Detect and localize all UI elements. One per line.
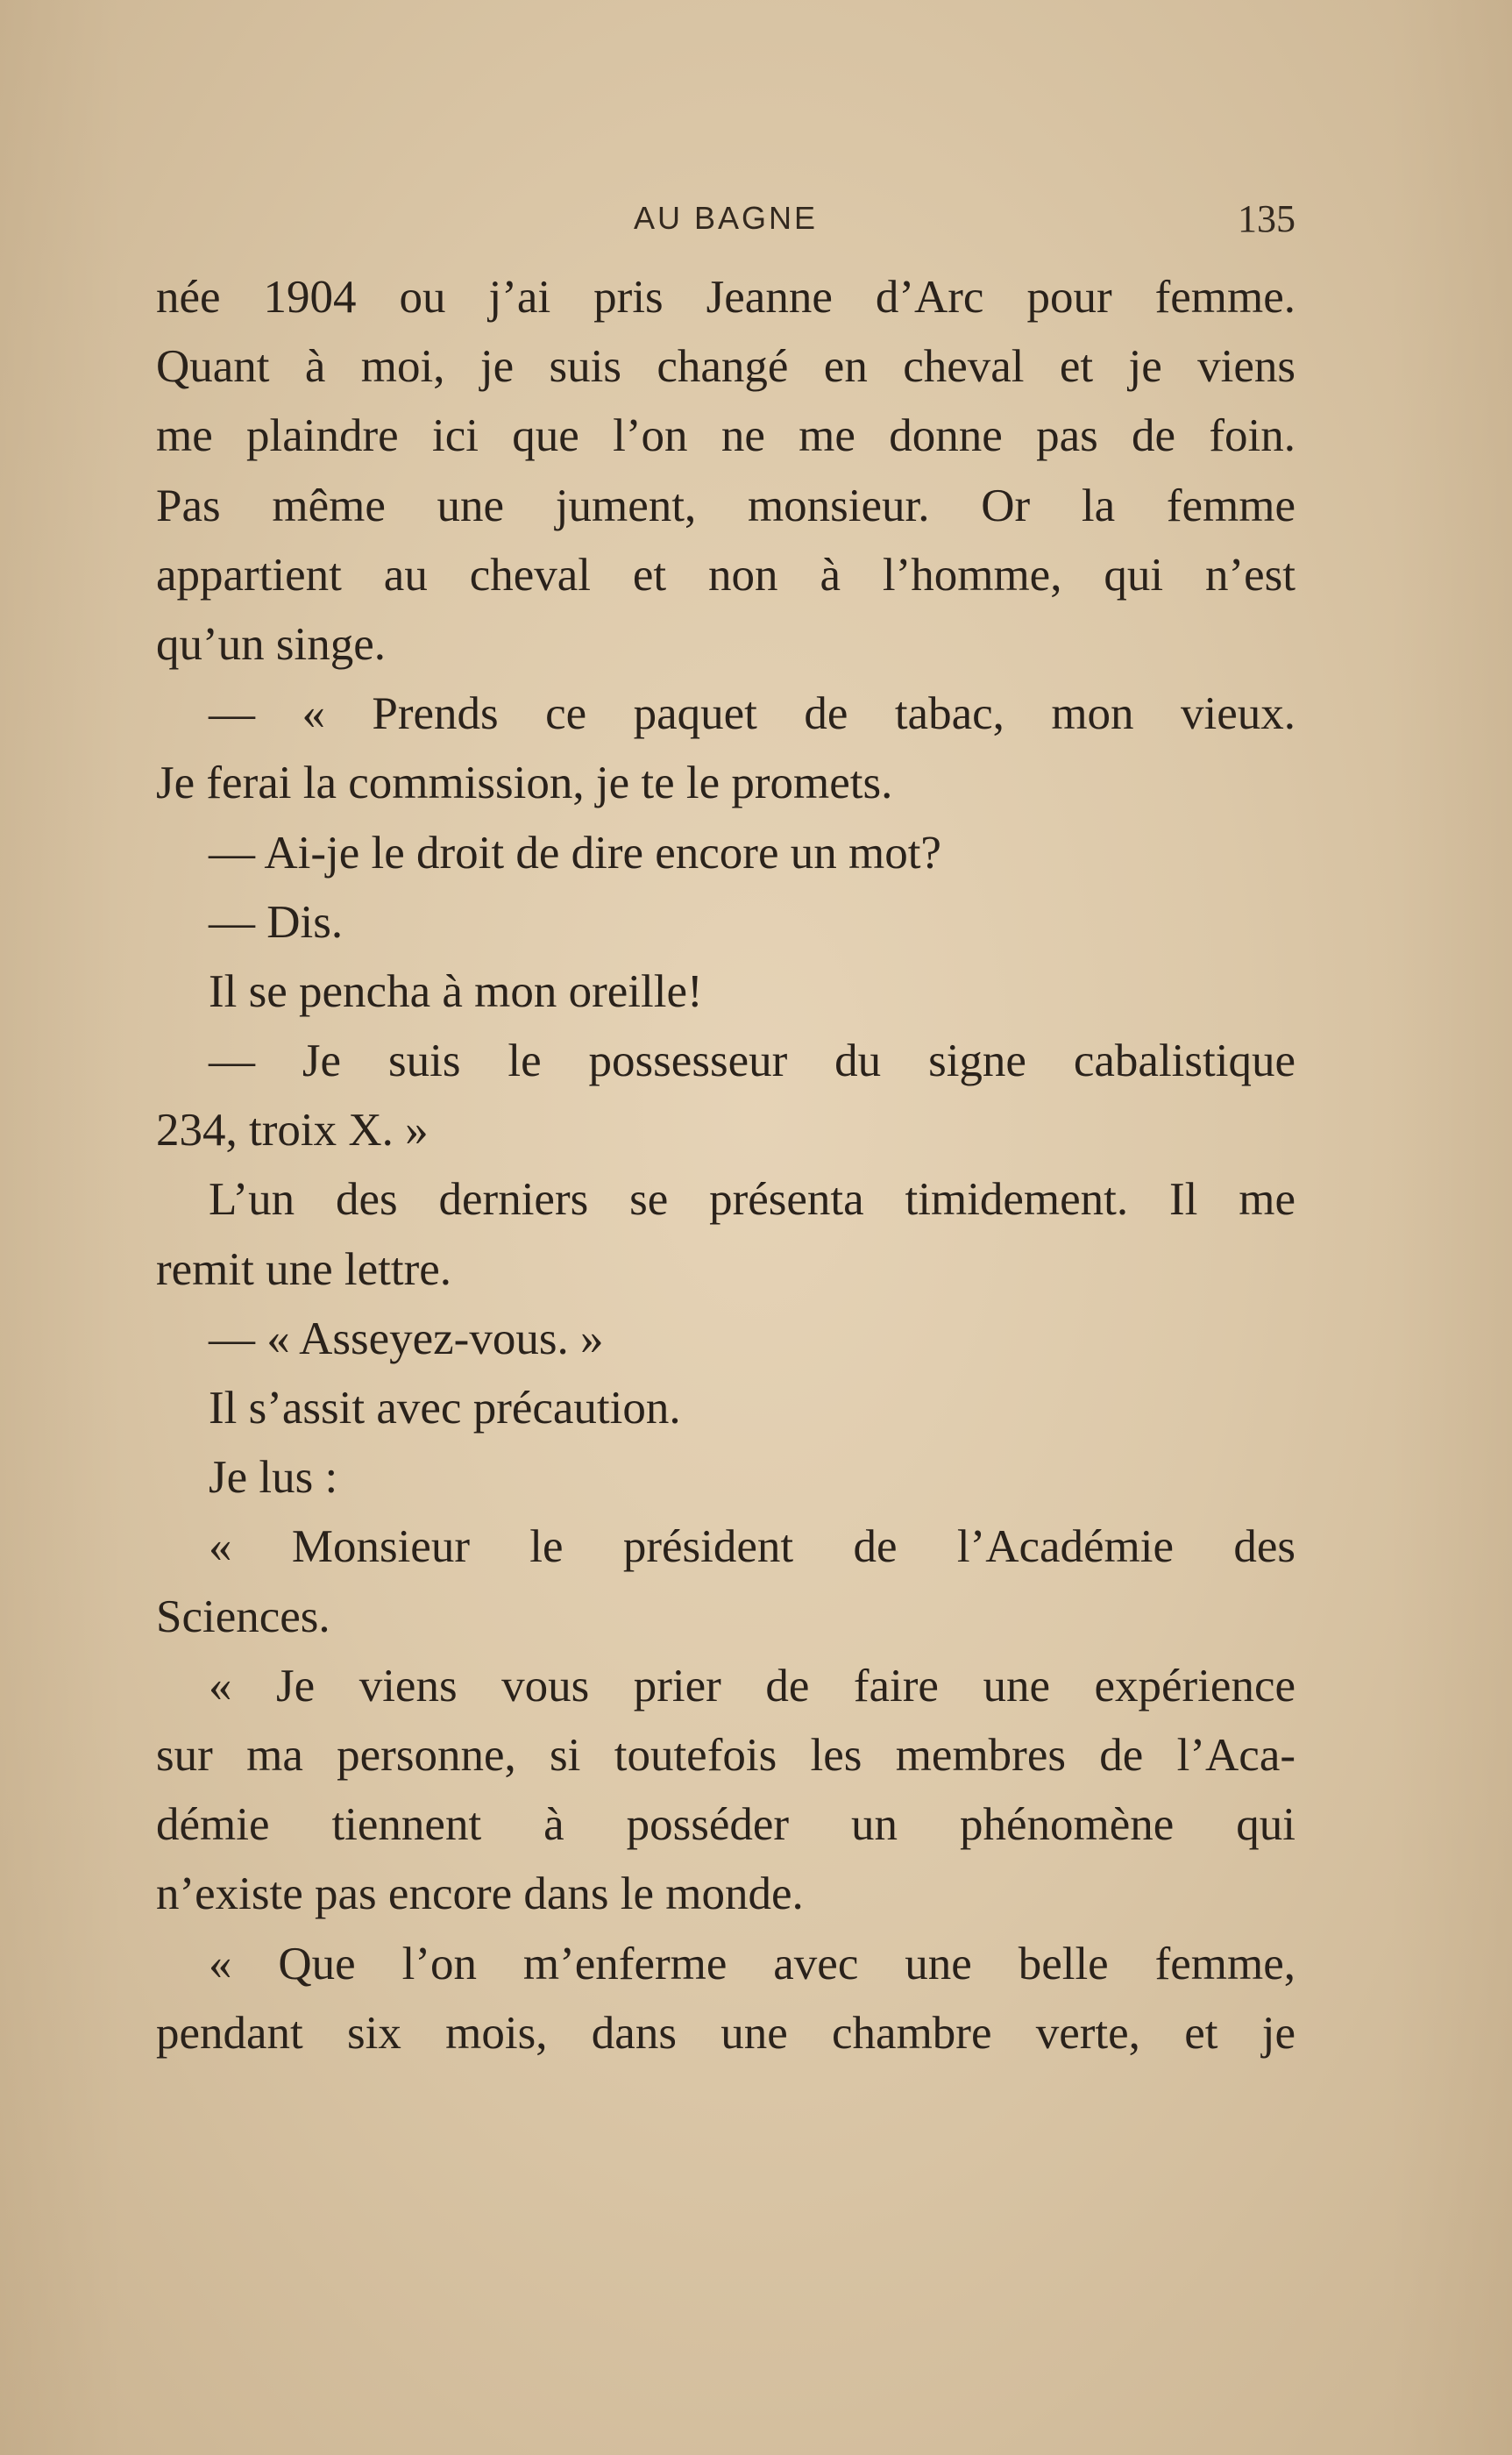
text-line: Il s’assit avec précaution. <box>209 1383 681 1434</box>
text-line: qu’un singe. <box>156 618 387 670</box>
text-line: sur ma personne, si toutefois les membres de l’Aca- <box>156 1729 1295 1781</box>
running-title: AU BAGNE <box>633 200 819 236</box>
running-head <box>156 197 1295 253</box>
text-line: me plaindre ici que l’on ne me donne pas de foin. <box>156 410 1295 462</box>
text-line: Je ferai la commission, je te le promets. <box>156 758 893 809</box>
text-line: « Que l’on m’enferme avec une belle femme, <box>209 1938 1295 1989</box>
text-line: — Je suis le possesseur du signe cabalistique <box>209 1035 1295 1087</box>
text-line: — Ai-je le droit de dire encore un mot? <box>209 827 941 879</box>
body-text <box>156 263 1295 2068</box>
text-line: née 1904 ou j’ai pris Jeanne d’Arc pour femme. <box>156 272 1295 323</box>
text-line: 234, troix X. » <box>156 1105 429 1156</box>
text-line: Pas même une jument, monsieur. Or la femme <box>156 480 1295 531</box>
text-line: « Je viens vous prier de faire une expérience <box>209 1660 1295 1711</box>
text-line: remit une lettre. <box>156 1243 451 1295</box>
text-line: « Monsieur le président de l’Académie des <box>209 1521 1295 1573</box>
text-line: n’existe pas encore dans le monde. <box>156 1868 804 1920</box>
text-line: Sciences. <box>156 1590 330 1642</box>
text-line: — « Asseyez-vous. » <box>209 1313 604 1364</box>
text-line: Je lus : <box>209 1452 338 1504</box>
text-line: démie tiennent à posséder un phénomène qui <box>156 1799 1295 1851</box>
text-line: appartient au cheval et non à l’homme, qui n’est <box>156 549 1295 601</box>
text-line: — « Prends ce paquet de tabac, mon vieux. <box>209 688 1295 740</box>
text-line: Il se pencha à mon oreille! <box>209 965 703 1017</box>
page-number: 135 <box>1238 197 1295 240</box>
text-line: L’un des derniers se présenta timidement. Il me <box>209 1174 1295 1226</box>
text-line: pendant six mois, dans une chambre verte, et je <box>156 2007 1295 2059</box>
text-line: — Dis. <box>209 896 344 948</box>
text-line: Quant à moi, je suis changé en cheval et je viens <box>156 341 1295 393</box>
